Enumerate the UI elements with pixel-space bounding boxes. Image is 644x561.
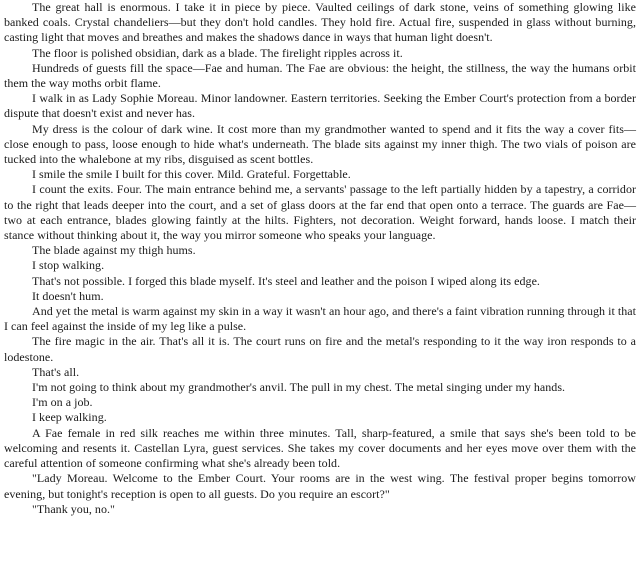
paragraph-castellan-lyra: A Fae female in red silk reaches me within three minutes. Tall, sharp-featured, a smile that says she's been told to be welcoming and resents it. Castellan Lyra, guest services. She takes my cover documents and her eyes move over them with the careful attention of someone confirming what she's already been told. [4,425,636,471]
paragraph-not-possible: That's not possible. I forged this blade myself. It's steel and leather and the poison I wiped along its edge. [32,273,540,288]
paragraph-exits: I count the exits. Four. The main entrance behind me, a servants' passage to the left partially hidden by a tapestry, a corridor to the right that leads deeper into the court, and a set of glass doors at the far end that open onto a terrace. The guards are Fae—two at each entrance, blades glowing faintly at the hilts. Fighters, not decoration. Weight forward, hands loose. I match their stance without thinking about it, the way you mirror someone who speaks your language. [4,182,636,243]
paragraph-on-a-job: I'm on a job. [32,395,93,410]
paragraph-fire-magic: The fire magic in the air. That's all it is. The court runs on fire and the metal's responding to it the way iron responds to a lodestone. [4,334,636,364]
paragraph-stop-walking: I stop walking. [32,258,105,273]
paragraph-dress: My dress is the colour of dark wine. It cost more than my grandmother wanted to spend and it fits the way a cover fits—close enough to pass, loose enough to hide what's underneath. The blade sits against my inner thigh. The two vials of poison are tucked into the whalebone at my ribs, disguised as scent bottles. [4,121,636,167]
paragraph-thank-you: "Thank you, no." [32,501,115,516]
paragraph-obsidian-floor: The floor is polished obsidian, dark as a blade. The firelight ripples across it. [32,45,403,60]
paragraph-metal-warm: And yet the metal is warm against my skin in a way it wasn't an hour ago, and there's a faint vibration running through it that I can feel against the inside of my leg like a pulse. [4,304,636,334]
paragraph-blade-hums: The blade against my thigh hums. [32,243,196,258]
paragraph-guests: Hundreds of guests fill the space—Fae and human. The Fae are obvious: the height, the stillness, the way the humans orbit them the way moths orbit flame. [4,60,636,91]
paragraph-welcome-dialogue: "Lady Moreau. Welcome to the Ember Court. Your rooms are in the west wing. The festival proper begins tomorrow evening, but tonight's reception is open to all guests. Do you require an escort?" [4,471,636,501]
paragraph-cover-identity: I walk in as Lady Sophie Moreau. Minor landowner. Eastern territories. Seeking the Ember Court's protection from a border dispute that doesn't exist and never has. [4,91,636,121]
paragraph-doesnt-hum: It doesn't hum. [32,288,104,303]
document-page [4,0,636,517]
paragraph-smile: I smile the smile I built for this cover. Mild. Grateful. Forgettable. [32,167,351,182]
paragraph-keep-walking: I keep walking. [32,410,107,425]
paragraph-thats-all: That's all. [32,364,80,379]
paragraph-grandmothers-anvil: I'm not going to think about my grandmother's anvil. The pull in my chest. The metal singing under my hands. [32,380,566,395]
paragraph-great-hall: The great hall is enormous. I take it in piece by piece. Vaulted ceilings of dark stone, veins of something glowing like banked coals. Crystal chandeliers—but they don't hold candles. They hold fire. Actual fire, suspended in glass without burning, casting light that moves and breathes and makes the shadows dance in ways that human light doesn't. [4,0,636,45]
